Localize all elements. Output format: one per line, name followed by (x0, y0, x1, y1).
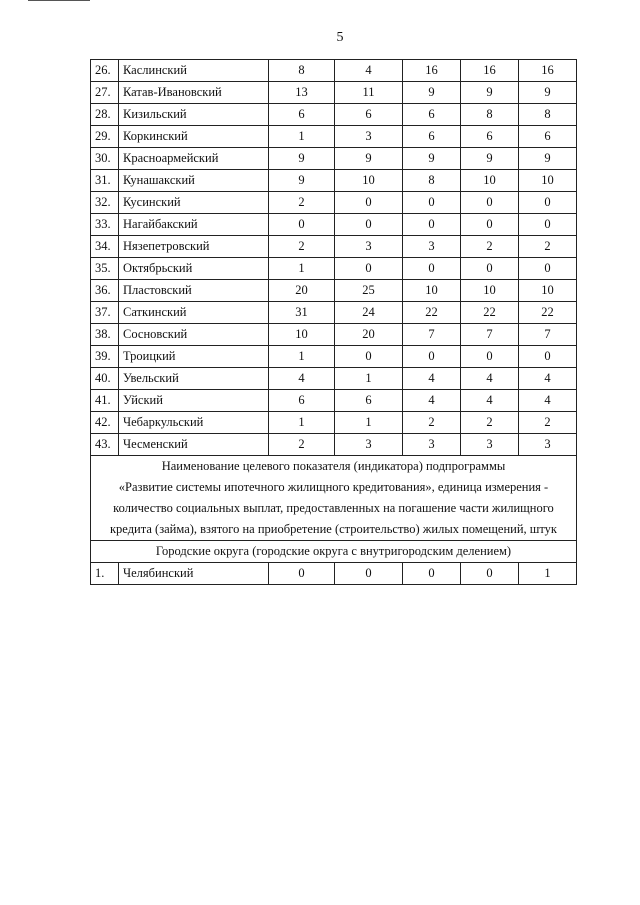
value-cell: 4 (519, 390, 577, 412)
row-number: 26. (91, 60, 119, 82)
value-cell: 10 (403, 280, 461, 302)
value-cell: 0 (461, 563, 519, 585)
value-cell: 4 (269, 368, 335, 390)
table-row (91, 563, 577, 585)
district-name: Пластовский (119, 280, 269, 302)
value-cell: 3 (335, 236, 403, 258)
row-number: 27. (91, 82, 119, 104)
row-number: 40. (91, 368, 119, 390)
table-row (91, 434, 577, 456)
value-cell: 10 (461, 170, 519, 192)
value-cell: 22 (519, 302, 577, 324)
value-cell: 0 (403, 192, 461, 214)
value-cell: 9 (519, 148, 577, 170)
row-number: 39. (91, 346, 119, 368)
value-cell: 0 (335, 192, 403, 214)
subheading-row (91, 541, 577, 563)
value-cell: 0 (335, 346, 403, 368)
table-row (91, 258, 577, 280)
table-body (91, 60, 577, 456)
page-number: 5 (336, 30, 344, 45)
value-cell: 1 (269, 126, 335, 148)
value-cell: 1 (335, 368, 403, 390)
value-cell: 0 (519, 258, 577, 280)
value-cell: 0 (403, 214, 461, 236)
value-cell: 16 (519, 60, 577, 82)
row-number: 42. (91, 412, 119, 434)
district-name: Красноармейский (119, 148, 269, 170)
value-cell: 2 (461, 236, 519, 258)
value-cell: 2 (269, 236, 335, 258)
value-cell: 10 (519, 170, 577, 192)
value-cell: 0 (335, 258, 403, 280)
district-name: Челябинский (119, 563, 269, 585)
value-cell: 9 (461, 82, 519, 104)
value-cell: 1 (269, 258, 335, 280)
value-cell: 0 (519, 346, 577, 368)
table-row (91, 148, 577, 170)
value-cell: 0 (269, 563, 335, 585)
table-row (91, 192, 577, 214)
row-number: 37. (91, 302, 119, 324)
value-cell: 0 (269, 214, 335, 236)
table-row (91, 280, 577, 302)
row-number: 33. (91, 214, 119, 236)
table-row (91, 214, 577, 236)
district-name: Сосновский (119, 324, 269, 346)
value-cell: 10 (519, 280, 577, 302)
value-cell: 6 (403, 104, 461, 126)
row-number: 1. (91, 563, 119, 585)
value-cell: 8 (519, 104, 577, 126)
row-number: 30. (91, 148, 119, 170)
table-row (91, 368, 577, 390)
value-cell: 4 (461, 390, 519, 412)
table-row (91, 60, 577, 82)
value-cell: 10 (335, 170, 403, 192)
value-cell: 1 (269, 412, 335, 434)
district-name: Нязепетровский (119, 236, 269, 258)
value-cell: 4 (519, 368, 577, 390)
row-number: 28. (91, 104, 119, 126)
value-cell: 22 (461, 302, 519, 324)
value-cell: 11 (335, 82, 403, 104)
table-row (91, 236, 577, 258)
value-cell: 8 (403, 170, 461, 192)
value-cell: 9 (403, 148, 461, 170)
value-cell: 6 (461, 126, 519, 148)
value-cell: 6 (519, 126, 577, 148)
table-row (91, 324, 577, 346)
value-cell: 6 (403, 126, 461, 148)
value-cell: 0 (461, 214, 519, 236)
value-cell: 2 (269, 192, 335, 214)
table-row (91, 302, 577, 324)
value-cell: 3 (461, 434, 519, 456)
value-cell: 4 (461, 368, 519, 390)
row-number: 29. (91, 126, 119, 148)
section-line-2: «Развитие системы ипотечного жилищного кредитования», единица измерения - (118, 480, 549, 494)
value-cell: 16 (461, 60, 519, 82)
district-name: Кизильский (119, 104, 269, 126)
value-cell: 7 (461, 324, 519, 346)
section-line-3: количество социальных выплат, предоставленных на погашение части жилищного (113, 501, 554, 515)
value-cell: 9 (519, 82, 577, 104)
value-cell: 3 (335, 434, 403, 456)
value-cell: 0 (403, 563, 461, 585)
table-row (91, 390, 577, 412)
top-rule (28, 0, 90, 1)
row-number: 36. (91, 280, 119, 302)
district-name: Чебаркульский (119, 412, 269, 434)
row-number: 32. (91, 192, 119, 214)
district-name: Кунашакский (119, 170, 269, 192)
value-cell: 0 (519, 214, 577, 236)
value-cell: 0 (335, 563, 403, 585)
value-cell: 3 (403, 236, 461, 258)
value-cell: 7 (519, 324, 577, 346)
table-row (91, 126, 577, 148)
value-cell: 0 (403, 258, 461, 280)
value-cell: 9 (269, 148, 335, 170)
value-cell: 10 (461, 280, 519, 302)
section-heading-row (91, 456, 577, 541)
value-cell: 24 (335, 302, 403, 324)
district-name: Каслинский (119, 60, 269, 82)
value-cell: 3 (403, 434, 461, 456)
district-name: Коркинский (119, 126, 269, 148)
value-cell: 4 (335, 60, 403, 82)
value-cell: 0 (335, 214, 403, 236)
district-name: Октябрьский (119, 258, 269, 280)
district-name: Кусинский (119, 192, 269, 214)
table-row (91, 412, 577, 434)
value-cell: 7 (403, 324, 461, 346)
value-cell: 6 (335, 104, 403, 126)
value-cell: 20 (269, 280, 335, 302)
value-cell: 22 (403, 302, 461, 324)
value-cell: 1 (269, 346, 335, 368)
value-cell: 13 (269, 82, 335, 104)
value-cell: 2 (519, 236, 577, 258)
district-name: Катав-Ивановский (119, 82, 269, 104)
row-number: 31. (91, 170, 119, 192)
value-cell: 2 (519, 412, 577, 434)
value-cell: 8 (269, 60, 335, 82)
row-number: 43. (91, 434, 119, 456)
value-cell: 0 (519, 192, 577, 214)
section-line-1: Наименование целевого показателя (индикатора) подпрограммы (161, 459, 506, 473)
value-cell: 16 (403, 60, 461, 82)
district-name: Уйский (119, 390, 269, 412)
value-cell: 9 (335, 148, 403, 170)
row-number: 41. (91, 390, 119, 412)
value-cell: 0 (403, 346, 461, 368)
table-footer (91, 456, 577, 585)
value-cell: 9 (461, 148, 519, 170)
subheading: Городские округа (городские округа с внутригородским делением) (91, 541, 577, 563)
value-cell: 9 (269, 170, 335, 192)
district-name: Чесменский (119, 434, 269, 456)
value-cell: 31 (269, 302, 335, 324)
value-cell: 0 (461, 346, 519, 368)
value-cell: 4 (403, 368, 461, 390)
district-name: Троицкий (119, 346, 269, 368)
value-cell: 9 (403, 82, 461, 104)
value-cell: 0 (461, 258, 519, 280)
value-cell: 2 (461, 412, 519, 434)
value-cell: 25 (335, 280, 403, 302)
value-cell: 6 (269, 104, 335, 126)
value-cell: 1 (335, 412, 403, 434)
district-name: Нагайбакский (119, 214, 269, 236)
value-cell: 10 (269, 324, 335, 346)
indicator-table (90, 59, 577, 585)
value-cell: 0 (461, 192, 519, 214)
value-cell: 8 (461, 104, 519, 126)
table-row (91, 346, 577, 368)
value-cell: 4 (403, 390, 461, 412)
value-cell: 2 (269, 434, 335, 456)
table-row (91, 104, 577, 126)
table-row (91, 170, 577, 192)
row-number: 35. (91, 258, 119, 280)
district-name: Саткинский (119, 302, 269, 324)
row-number: 38. (91, 324, 119, 346)
value-cell: 6 (335, 390, 403, 412)
row-number: 34. (91, 236, 119, 258)
value-cell: 3 (335, 126, 403, 148)
district-name: Увельский (119, 368, 269, 390)
value-cell: 6 (269, 390, 335, 412)
section-heading (91, 456, 577, 541)
value-cell: 20 (335, 324, 403, 346)
value-cell: 3 (519, 434, 577, 456)
table-row (91, 82, 577, 104)
section-line-4: кредита (займа), взятого на приобретение (строительство) жилых помещений, штук (109, 522, 558, 536)
value-cell: 2 (403, 412, 461, 434)
value-cell: 1 (519, 563, 577, 585)
